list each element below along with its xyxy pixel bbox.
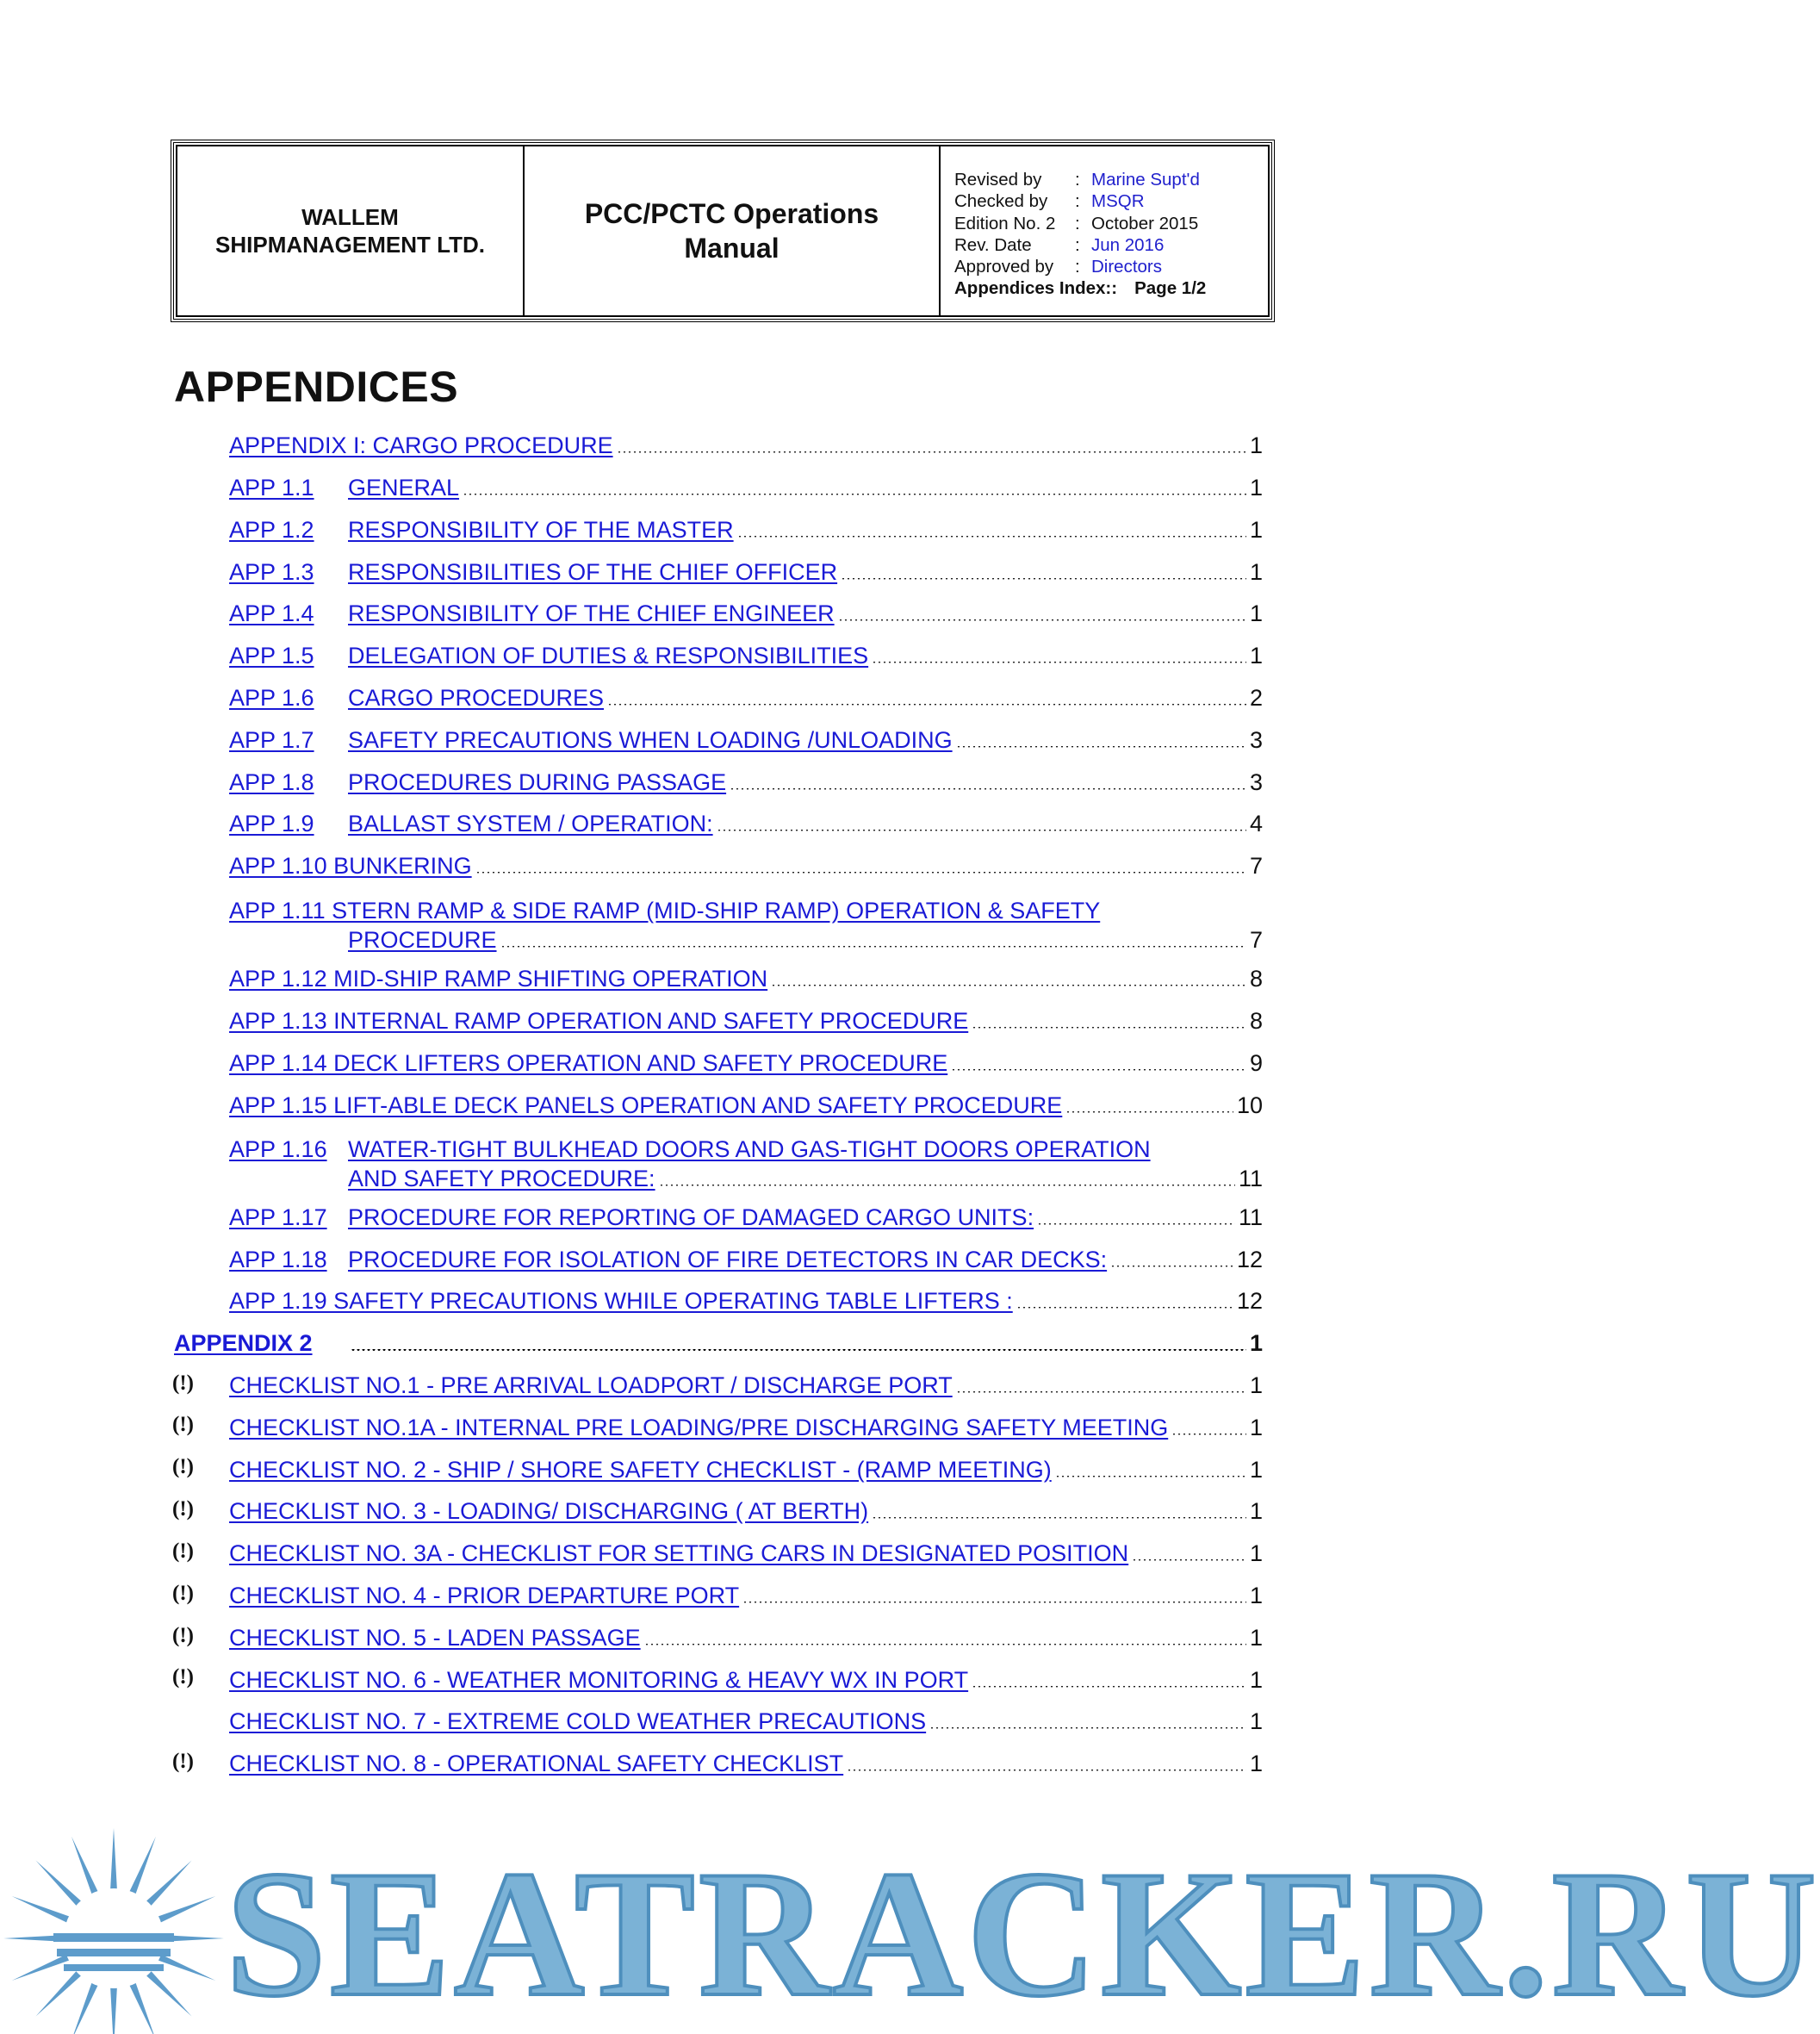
toc-appendix-1[interactable]	[229, 427, 1263, 460]
dot-leader	[1016, 1307, 1233, 1309]
toc-link[interactable]: CARGO PROCEDURES	[348, 685, 605, 711]
toc-number[interactable]: APP 1.5	[229, 643, 314, 669]
toc-link[interactable]: APP 1.15 LIFT-ABLE DECK PANELS OPERATION AND SAFETY PROCEDURE	[229, 1092, 1063, 1118]
toc-checklist-5[interactable]	[229, 1620, 1263, 1652]
dot-leader	[1037, 1223, 1235, 1225]
toc-app-1-9[interactable]	[229, 806, 1263, 838]
toc-app-1-5[interactable]	[229, 638, 1263, 670]
toc-app-1-12[interactable]	[229, 961, 1263, 993]
company-name-line1: WALLEM	[301, 204, 399, 230]
warning-mark: (!)	[172, 1582, 194, 1605]
sun-icon	[3, 1828, 224, 2034]
toc-link[interactable]: RESPONSIBILITY OF THE MASTER	[348, 517, 734, 543]
dot-leader	[500, 946, 1246, 948]
toc-link[interactable]: PROCEDURE FOR ISOLATION OF FIRE DETECTORS IN CAR DECKS:	[348, 1247, 1108, 1272]
toc-page: 1	[1249, 475, 1263, 501]
toc-link[interactable]: CHECKLIST NO. 3A - CHECKLIST FOR SETTING CARS IN DESIGNATED POSITION	[229, 1540, 1129, 1566]
toc-page: 1	[1249, 1457, 1263, 1483]
toc-link[interactable]: APPENDIX I: CARGO PROCEDURE	[229, 432, 613, 458]
dot-leader	[742, 1602, 1246, 1603]
warning-mark: (!)	[172, 1413, 194, 1436]
dot-leader	[972, 1027, 1246, 1029]
toc-link[interactable]: CHECKLIST NO.1 - PRE ARRIVAL LOADPORT / DISCHARGE PORT	[229, 1372, 953, 1398]
toc-page: 3	[1249, 769, 1263, 795]
warning-mark: (!)	[172, 1539, 194, 1563]
toc-page: 7	[1249, 927, 1263, 953]
dot-leader	[1171, 1434, 1246, 1435]
toc-page: 10	[1236, 1092, 1263, 1118]
toc-page: 12	[1236, 1288, 1263, 1314]
toc-link[interactable]: GENERAL	[348, 475, 460, 501]
toc-number[interactable]: APP 1.7	[229, 727, 314, 753]
warning-mark: (!)	[172, 1455, 194, 1478]
manual-title-line2: Manual	[684, 233, 780, 264]
toc-link[interactable]: SAFETY PRECAUTIONS WHEN LOADING /UNLOADING	[348, 727, 953, 753]
dot-leader	[1110, 1266, 1233, 1267]
toc-number[interactable]: APP 1.1	[229, 475, 314, 501]
toc-page: 1	[1249, 600, 1263, 626]
dot-leader	[929, 1727, 1246, 1729]
toc-link[interactable]: PROCEDURES DURING PASSAGE	[348, 769, 727, 795]
toc-checklist-1[interactable]	[229, 1367, 1263, 1400]
toc-page: 1	[1249, 1415, 1263, 1440]
toc-app-1-6[interactable]	[229, 680, 1263, 712]
dot-leader	[607, 704, 1246, 706]
dot-leader	[872, 1517, 1246, 1519]
toc-page: 1	[1249, 1708, 1263, 1734]
meta-edition: Edition No. 2 : October 2015	[954, 213, 1199, 233]
toc-page: 1	[1249, 643, 1263, 669]
manual-title-line1: PCC/PCTC Operations	[584, 198, 879, 229]
toc-link[interactable]: APP 1.12 MID-SHIP RAMP SHIFTING OPERATION	[229, 966, 768, 992]
toc-app-1-2[interactable]	[229, 512, 1263, 544]
warning-mark: (!)	[172, 1372, 194, 1395]
warning-mark: (!)	[172, 1750, 194, 1773]
toc-appendix-2[interactable]	[174, 1325, 1263, 1358]
toc-link[interactable]: APP 1.11 STERN RAMP & SIDE RAMP (MID-SHIP RAMP) OPERATION & SAFETY	[229, 898, 1101, 924]
toc-page: 3	[1249, 727, 1263, 753]
dot-leader	[956, 1391, 1246, 1393]
manual-title	[525, 146, 941, 315]
toc-app-1-16[interactable]	[229, 1129, 1263, 1193]
toc-app-1-3[interactable]	[229, 554, 1263, 587]
meta-approved-by: Approved by : Directors	[954, 257, 1163, 277]
toc-number[interactable]: APP 1.9	[229, 811, 314, 837]
dot-leader	[463, 494, 1246, 495]
warning-mark: (!)	[172, 1624, 194, 1647]
toc-link[interactable]: CHECKLIST NO. 5 - LADEN PASSAGE	[229, 1625, 641, 1651]
toc-link[interactable]: CHECKLIST NO. 4 - PRIOR DEPARTURE PORT	[229, 1583, 740, 1608]
toc-number[interactable]: APP 1.2	[229, 517, 314, 543]
dot-leader	[847, 1770, 1246, 1771]
warning-mark: (!)	[172, 1497, 194, 1521]
toc-checklist-6[interactable]	[229, 1662, 1263, 1695]
meta-rev-date: Rev. Date : Jun 2016	[954, 234, 1165, 255]
dot-leader	[1132, 1559, 1246, 1561]
toc-page: 2	[1249, 685, 1263, 711]
dot-leader	[1065, 1111, 1233, 1113]
toc-link[interactable]: WATER-TIGHT BULKHEAD DOORS AND GAS-TIGHT DOORS OPERATION	[348, 1136, 1151, 1162]
dot-leader	[351, 1349, 1246, 1351]
dot-leader	[838, 619, 1246, 621]
toc-page: 12	[1236, 1247, 1263, 1272]
toc-page: 1	[1249, 1498, 1263, 1524]
toc-checklist-3[interactable]	[229, 1493, 1263, 1526]
company-name-line2: SHIPMANAGEMENT LTD.	[215, 232, 485, 258]
toc-page: 1	[1249, 1583, 1263, 1608]
dot-leader	[841, 578, 1246, 580]
toc-app-1-1[interactable]	[229, 470, 1263, 502]
toc-page: 4	[1249, 811, 1263, 837]
meta-index-page: Appendices Index:: Page 1/2	[954, 278, 1207, 299]
dot-leader	[730, 788, 1246, 790]
toc-checklist-4[interactable]	[229, 1577, 1263, 1610]
toc-app-1-17[interactable]	[229, 1199, 1263, 1232]
toc-link[interactable]: APP 1.10 BUNKERING	[229, 853, 472, 879]
revision-block	[941, 146, 1268, 315]
toc-link[interactable]: APPENDIX 2	[174, 1330, 313, 1356]
dot-leader	[972, 1686, 1246, 1688]
toc-link[interactable]: CHECKLIST NO. 6 - WEATHER MONITORING & HEAVY WX IN PORT	[229, 1667, 969, 1693]
toc-app-1-8[interactable]	[229, 764, 1263, 797]
toc-page: 1	[1249, 1540, 1263, 1566]
toc-link[interactable]: APP 1.14 DECK LIFTERS OPERATION AND SAFETY PROCEDURE	[229, 1050, 948, 1076]
company-name	[177, 146, 525, 315]
toc-link[interactable]: APP 1.13 INTERNAL RAMP OPERATION AND SAFETY PROCEDURE	[229, 1008, 969, 1034]
toc-link-cont[interactable]: PROCEDURE	[348, 927, 497, 953]
toc-page: 9	[1249, 1050, 1263, 1076]
toc-app-1-13[interactable]	[229, 1003, 1263, 1036]
toc-app-1-7[interactable]	[229, 722, 1263, 755]
toc-page: 1	[1249, 1751, 1263, 1776]
toc-page: 1	[1249, 1372, 1263, 1398]
toc-number[interactable]: APP 1.16	[229, 1136, 327, 1162]
dot-leader	[659, 1185, 1235, 1186]
toc-number[interactable]: APP 1.8	[229, 769, 314, 795]
watermark-text: SEATRACKER.RU	[226, 1834, 1820, 2034]
toc-number[interactable]: APP 1.6	[229, 685, 314, 711]
meta-revised-by: Revised by : Marine Supt'd	[954, 170, 1200, 190]
dot-leader	[475, 872, 1246, 874]
toc-link[interactable]: CHECKLIST NO. 7 - EXTREME COLD WEATHER PRECAUTIONS	[229, 1708, 927, 1734]
toc-number[interactable]: APP 1.18	[229, 1247, 327, 1272]
toc-page: 7	[1249, 853, 1263, 879]
dot-leader	[771, 985, 1246, 986]
toc-checklist-7[interactable]	[229, 1703, 1263, 1736]
toc-page: 1	[1249, 1667, 1263, 1693]
toc-app-1-14[interactable]	[229, 1045, 1263, 1078]
toc-checklist-8[interactable]	[229, 1745, 1263, 1778]
toc-app-1-19[interactable]	[229, 1283, 1263, 1316]
dot-leader	[737, 536, 1246, 538]
toc-link[interactable]: CHECKLIST NO.1A - INTERNAL PRE LOADING/PRE DISCHARGING SAFETY MEETING	[229, 1415, 1169, 1440]
warning-mark: (!)	[172, 1665, 194, 1689]
toc-page: 8	[1249, 966, 1263, 992]
toc-page: 11	[1238, 1166, 1263, 1191]
toc-page: 8	[1249, 1008, 1263, 1034]
dot-leader	[717, 830, 1246, 831]
toc-page: 1	[1249, 432, 1263, 458]
toc-page: 1	[1249, 559, 1263, 585]
dot-leader	[1055, 1476, 1246, 1477]
toc-link[interactable]: DELEGATION OF DUTIES & RESPONSIBILITIES	[348, 643, 869, 669]
toc-checklist-1a[interactable]	[229, 1409, 1263, 1442]
toc-link[interactable]: PROCEDURE FOR REPORTING OF DAMAGED CARGO UNITS:	[348, 1204, 1034, 1230]
meta-checked-by: Checked by : MSQR	[954, 191, 1145, 212]
toc-page: 1	[1249, 1625, 1263, 1651]
document-header	[171, 140, 1275, 322]
toc-checklist-3a[interactable]	[229, 1535, 1263, 1568]
toc-link[interactable]: CHECKLIST NO. 8 - OPERATIONAL SAFETY CHECKLIST	[229, 1751, 844, 1776]
page-title: APPENDICES	[174, 363, 459, 411]
dot-leader	[872, 662, 1246, 663]
toc-number[interactable]: APP 1.4	[229, 600, 314, 626]
dot-leader	[644, 1644, 1246, 1645]
toc-link-cont[interactable]: AND SAFETY PROCEDURE:	[348, 1166, 655, 1191]
toc-app-1-10[interactable]	[229, 848, 1263, 880]
toc-app-1-18[interactable]	[229, 1241, 1263, 1274]
toc-app-1-4[interactable]	[229, 595, 1263, 628]
toc-number[interactable]: APP 1.3	[229, 559, 314, 585]
toc-page: 1	[1249, 1330, 1263, 1356]
toc-app-1-15[interactable]	[229, 1087, 1263, 1120]
toc-link[interactable]: APP 1.19 SAFETY PRECAUTIONS WHILE OPERATING TABLE LIFTERS :	[229, 1288, 1013, 1314]
dot-leader	[951, 1069, 1246, 1071]
toc-app-1-11[interactable]	[229, 891, 1263, 955]
dot-leader	[617, 451, 1246, 453]
dot-leader	[956, 746, 1246, 748]
toc-link[interactable]: RESPONSIBILITY OF THE CHIEF ENGINEER	[348, 600, 835, 626]
toc-checklist-2[interactable]	[229, 1452, 1263, 1484]
toc-link[interactable]: RESPONSIBILITIES OF THE CHIEF OFFICER	[348, 559, 838, 585]
toc-link[interactable]: CHECKLIST NO. 2 - SHIP / SHORE SAFETY CHECKLIST - (RAMP MEETING)	[229, 1457, 1052, 1483]
toc-number[interactable]: APP 1.17	[229, 1204, 327, 1230]
toc-page: 11	[1238, 1204, 1263, 1230]
toc-link[interactable]: BALLAST SYSTEM / OPERATION:	[348, 811, 713, 837]
toc-link[interactable]: CHECKLIST NO. 3 - LOADING/ DISCHARGING ( AT BERTH)	[229, 1498, 869, 1524]
toc-page: 1	[1249, 517, 1263, 543]
